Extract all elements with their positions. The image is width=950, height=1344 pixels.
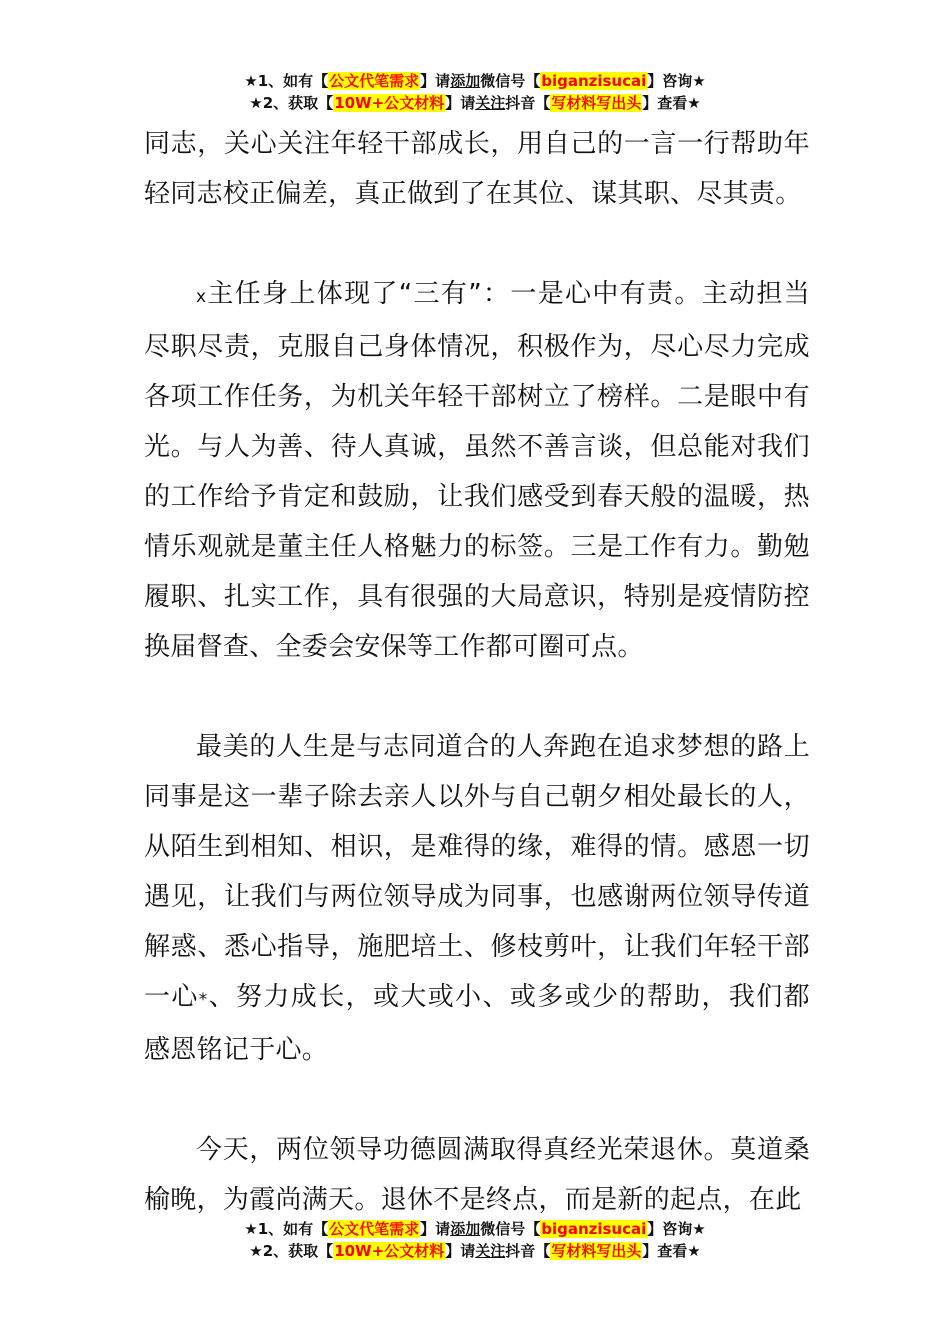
banner-highlight: 写材料写出头 (551, 1242, 642, 1260)
banner-line-1: ★1、如有【公文代笔需求】请添加微信号【biganzisucai】咨询★ (244, 1220, 706, 1238)
banner-line-2: ★2、获取【10W+公文材料】请关注抖音【写材料写出头】查看★ (249, 1242, 701, 1260)
paragraph-3: 最美的人生是与志同道合的人奔跑在追求梦想的路上同事是这一辈子除去亲人以外与自己朝夕相处最长的人，从陌生到相知、相识，是难得的缘，难得的情。感恩一切遇见，让我们与两位领导成为同事，也感谢两位领导传道解惑、悉心指导，施肥培土、修枝剪叶，让我们年轻干部一心*、努力成长，或大或小、或多或少的帮助，我们都感恩铭记于心。 (144, 732, 810, 1065)
banner-highlight: 公文代笔需求 (329, 1220, 420, 1238)
banner-highlight: 10W+公文材料 (334, 1242, 445, 1260)
paragraph-1: 同志，关心关注年轻干部成长，用自己的一言一行帮助年轻同志校正偏差，真正做到了在其位、谋其职、尽其责。 (144, 129, 810, 209)
header-banner (0, 70, 950, 114)
banner-highlight: 公文代笔需求 (329, 72, 420, 90)
banner-highlight: biganzisucai (541, 72, 647, 90)
paragraph-4: 今天，两位领导功德圆满取得真经光荣退休。莫道桑榆晚，为霞尚满天。退休不是终点，而是新的起点，在此 (144, 1135, 810, 1215)
banner-highlight: 写材料写出头 (551, 94, 642, 112)
document-body (144, 119, 810, 1225)
banner-highlight: 10W+公文材料 (334, 94, 445, 112)
banner-line-1: ★1、如有【公文代笔需求】请添加微信号【biganzisucai】咨询★ (244, 72, 706, 90)
banner-line-2: ★2、获取【10W+公文材料】请关注抖音【写材料写出头】查看★ (249, 94, 701, 112)
paragraph-2: x主任身上体现了“三有”：一是心中有责。主动担当尽职尽责，克服自己身体情况，积极作为，尽心尽力完成各项工作任务，为机关年轻干部树立了榜样。二是眼中有光。与人为善、待人真诚，虽然不善言谈，但总能对我们的工作给予肯定和鼓励，让我们感受到春天般的温暖，热情乐观就是董主任人格魅力的标签。三是工作有力。勤勉履职、扎实工作，具有很强的大局意识，特别是疫情防控换届督查、全委会安保等工作都可圈可点。 (144, 279, 810, 662)
banner-highlight: biganzisucai (541, 1220, 647, 1238)
footer-banner (0, 1218, 950, 1262)
